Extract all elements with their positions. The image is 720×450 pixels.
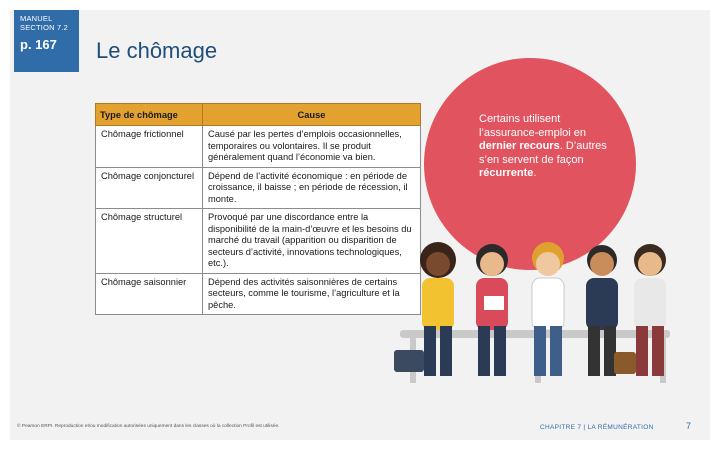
callout-bold-term: dernier recours [479,140,560,152]
briefcase-icon [394,350,424,372]
row-cause: Provoqué par une discordance entre la disponibilité de la main-d’œuvre et les besoins du marché du travail (apparition ou disparition de secteurs d’activité, innovations technologiques, etc.). [203,209,421,274]
callout-text-part: . D’autres s’en servent de façon [479,140,607,166]
page-number: 7 [686,421,692,431]
table-row [96,167,421,209]
table-row [96,273,421,315]
manual-reference-badge [14,10,79,72]
badge-page: p. 167 [20,37,57,52]
chapter-label: CHAPITRE 7 | LA RÉMUNÉRATION [540,424,654,431]
person-icon [420,242,456,376]
row-cause: Dépend des activités saisonnières de certains secteurs, comme le tourisme, l’agriculture et la pêche. [203,273,421,315]
row-type: Chômage frictionnel [96,126,203,168]
table-row [96,126,421,168]
person-icon [476,244,508,376]
row-cause: Causé par les pertes d’emplois occasionnelles, temporaires ou volontaires. Il se produit généralement quand l’économie va bien. [203,126,421,168]
callout-text-part: Certains utilisent l’assurance-emploi en [479,113,586,139]
callout-bold-term: récurrente [479,167,534,179]
person-icon [634,244,666,376]
waiting-people-illustration [380,230,680,390]
badge-section: SECTION 7.2 [20,23,69,32]
copyright-notice: © Pearson ERPI. Reproduction et/ou modification autorisées uniquement dans les classes où la collection Profil est utilisée. [17,424,280,429]
table-row [96,209,421,274]
person-icon [586,245,618,376]
unemployment-types-table [95,103,421,315]
header-type: Type de chômage [96,104,203,126]
row-type: Chômage conjoncturel [96,167,203,209]
badge-manuel: MANUEL [20,14,53,23]
header-cause: Cause [203,104,421,126]
bag-icon [614,352,636,374]
callout-text [479,113,609,181]
slide-title: Le chômage [96,38,218,63]
row-cause: Dépend de l’activité économique : en période de croissance, il baisse ; en période de récession, il monte. [203,167,421,209]
callout-text-part: . [533,167,537,179]
person-icon [532,242,564,376]
row-type: Chômage structurel [96,209,203,274]
table-header-row [96,104,421,126]
row-type: Chômage saisonnier [96,273,203,315]
